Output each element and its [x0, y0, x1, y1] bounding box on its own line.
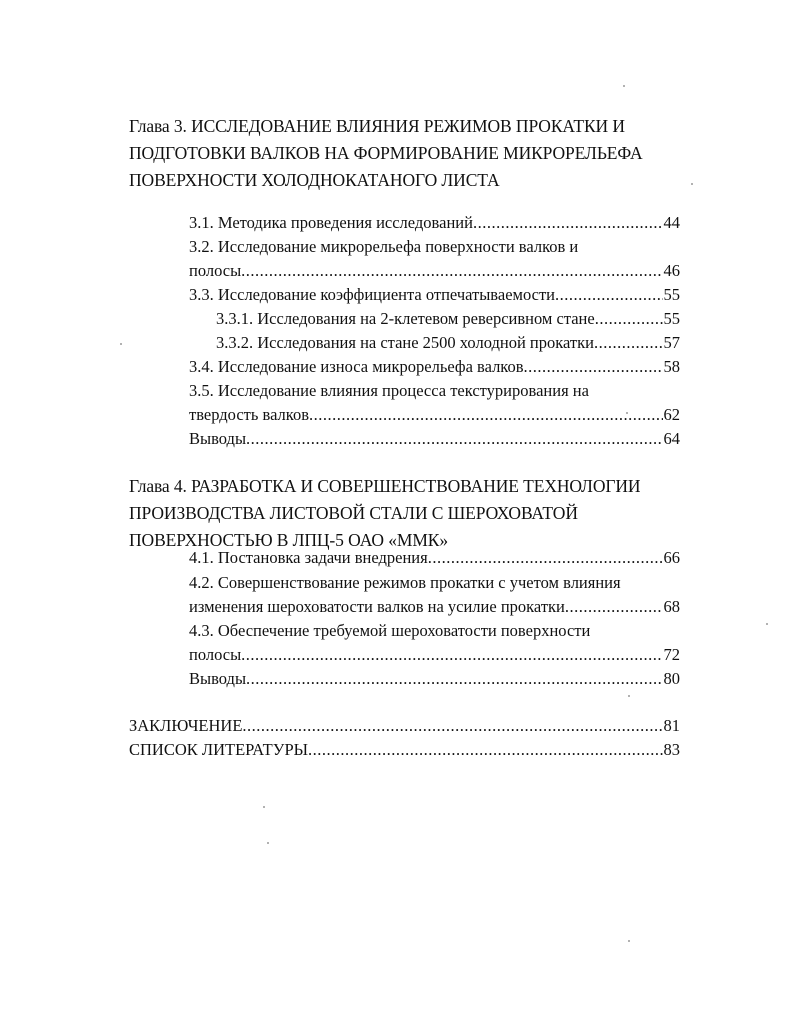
toc-entry-text: 3.3. Исследование коэффициента отпечатываемости	[189, 285, 555, 304]
scan-speck	[623, 85, 625, 87]
leader-dots	[241, 643, 662, 667]
leader-dots	[565, 595, 663, 619]
scan-speck	[120, 343, 122, 345]
toc-entry-3-3-2	[216, 331, 680, 355]
leader-dots	[555, 283, 663, 307]
toc-entry-text: СПИСОК ЛИТЕРАТУРЫ	[129, 740, 309, 759]
toc-entry-3-5	[189, 403, 680, 427]
leader-dots	[242, 714, 662, 738]
toc-entry-4-1	[189, 546, 680, 570]
toc-entry-3-3-1	[216, 307, 680, 331]
toc-page-number: 62	[663, 405, 680, 424]
toc-entry-text: 3.1. Методика проведения исследований	[189, 213, 473, 232]
leader-dots	[428, 546, 663, 570]
toc-entry-3-2-line1: 3.2. Исследование микрорельефа поверхности валков и	[189, 237, 579, 256]
toc-entry-4-conclusions	[189, 667, 680, 691]
toc-entry-3-1	[189, 211, 680, 235]
scan-speck	[626, 412, 628, 414]
leader-dots	[309, 403, 663, 427]
toc-entry-text: ЗАКЛЮЧЕНИЕ	[129, 716, 243, 735]
toc-entry-3-3	[189, 283, 680, 307]
toc-entry-text: Выводы	[189, 429, 247, 448]
toc-entry-3-2	[189, 259, 680, 283]
toc-entry-text: изменения шероховатости валков на усилие прокатки	[189, 597, 565, 616]
toc-entry-3-5-line1: 3.5. Исследование влияния процесса текстурирования на	[189, 381, 589, 400]
leader-dots	[473, 211, 663, 235]
chapter-4-heading: Глава 4. РАЗРАБОТКА И СОВЕРШЕНСТВОВАНИЕ ТЕХНОЛОГИИ ПРОИЗВОДСТВА ЛИСТОВОЙ СТАЛИ С ШЕРОХОВАТОЙ ПОВЕРХНОСТЬЮ В ЛПЦ-5 ОАО «ММК»	[129, 476, 641, 550]
toc-entry-text: полосы	[189, 261, 242, 280]
toc-page-number: 64	[663, 429, 680, 448]
leader-dots	[308, 738, 662, 762]
toc-entry-text: 4.1. Постановка задачи внедрения	[189, 548, 428, 567]
toc-page-number: 46	[663, 261, 680, 280]
toc-entry-text: 3.3.2. Исследования на стане 2500 холодной прокатки	[216, 333, 594, 352]
toc-entry-4-3	[189, 643, 680, 667]
toc-entry-4-3-line1: 4.3. Обеспечение требуемой шероховатости поверхности	[189, 621, 591, 640]
scan-speck	[628, 940, 630, 942]
toc-page-number: 58	[663, 357, 680, 376]
toc-page-number: 66	[663, 548, 680, 567]
leader-dots	[524, 355, 663, 379]
leader-dots	[595, 307, 663, 331]
toc-entry-4-2-line1: 4.2. Совершенствование режимов прокатки с учетом влияния	[189, 573, 621, 592]
scan-speck	[628, 695, 630, 697]
toc-entry-conclusion	[129, 714, 680, 738]
toc-page-number: 55	[663, 285, 680, 304]
scan-speck	[267, 842, 269, 844]
toc-page-number: 83	[663, 740, 680, 759]
scan-speck	[691, 183, 693, 185]
scan-speck	[766, 623, 768, 625]
toc-entry-text: твердость валков	[189, 405, 309, 424]
leader-dots	[246, 667, 662, 691]
toc-entry-text: Выводы	[189, 669, 247, 688]
toc-page-number: 80	[663, 669, 680, 688]
toc-page-number: 72	[663, 645, 680, 664]
toc-page-number: 44	[663, 213, 680, 232]
chapter-3-heading: Глава 3. ИССЛЕДОВАНИЕ ВЛИЯНИЯ РЕЖИМОВ ПРОКАТКИ И ПОДГОТОВКИ ВАЛКОВ НА ФОРМИРОВАНИЕ МИКРОРЕЛЬЕФА ПОВЕРХНОСТИ ХОЛОДНОКАТАНОГО ЛИСТА	[129, 116, 643, 190]
toc-entry-text: 3.4. Исследование износа микрорельефа валков	[189, 357, 524, 376]
leader-dots	[246, 427, 662, 451]
toc-entry-text: полосы	[189, 645, 242, 664]
toc-entry-3-4	[189, 355, 680, 379]
toc-entry-text: 3.3.1. Исследования на 2-клетевом реверсивном стане	[216, 309, 595, 328]
toc-page-number: 57	[663, 333, 680, 352]
toc-page-number: 55	[663, 309, 680, 328]
toc-page-number: 68	[663, 597, 680, 616]
toc-entry-3-conclusions	[189, 427, 680, 451]
leader-dots	[241, 259, 662, 283]
toc-entry-references	[129, 738, 680, 762]
leader-dots	[594, 331, 663, 355]
scan-speck	[263, 806, 265, 808]
toc-entry-4-2	[189, 595, 680, 619]
toc-page-number: 81	[663, 716, 680, 735]
